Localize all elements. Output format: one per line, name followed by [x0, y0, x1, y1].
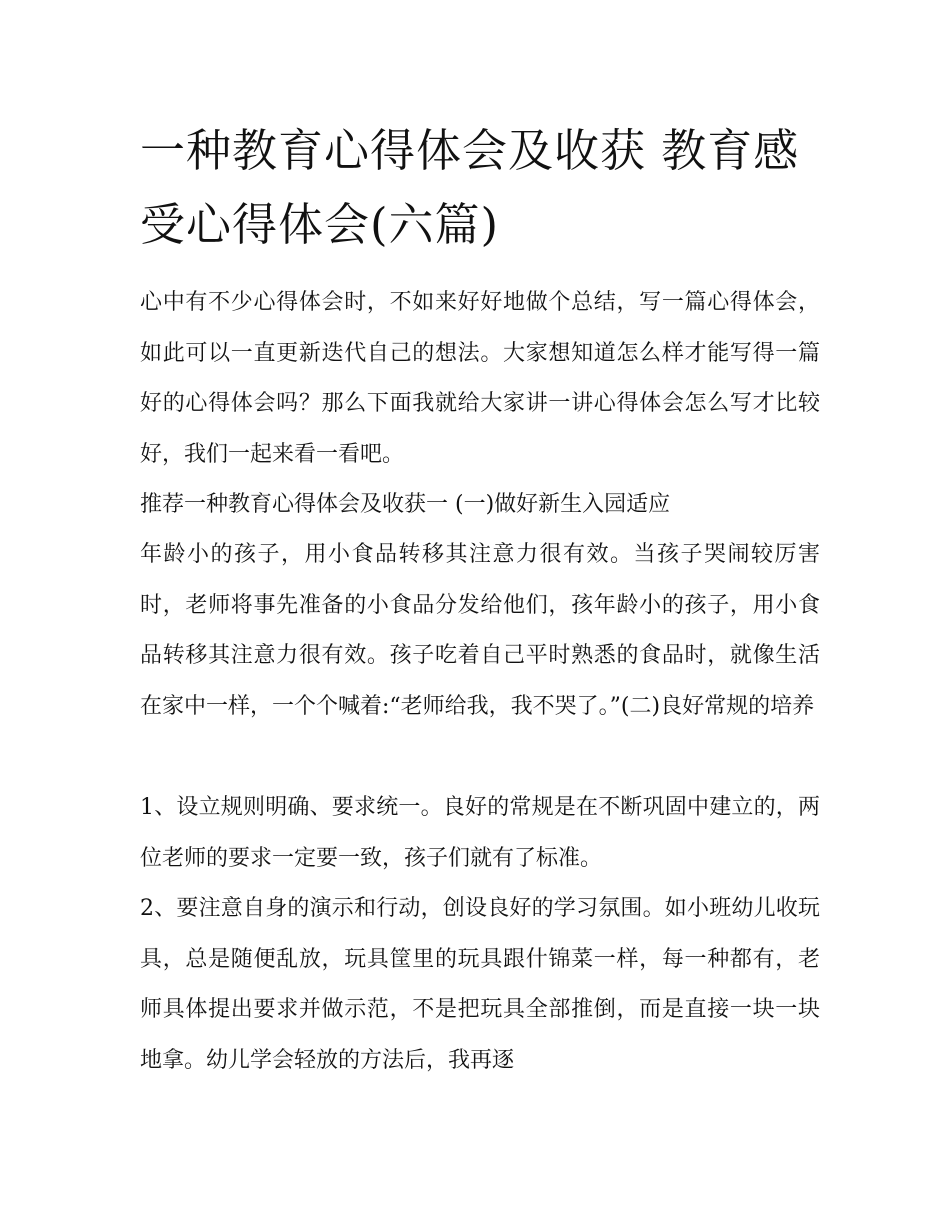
intro-paragraph: 心中有不少心得体会时，不如来好好地做个总结，写一篇心得体会，如此可以一直更新迭代自己的想法。大家想知道怎么样才能写得一篇好的心得体会吗？那么下面我就给大家讲一讲心得体会怎么写才比较好，我们一起来看一看吧。: [140, 290, 820, 467]
list-item-1: 1、设立规则明确、要求统一。良好的常规是在不断巩固中建立的，两位老师的要求一定要一致，孩子们就有了标准。: [140, 795, 820, 871]
section-heading: 推荐一种教育心得体会及收获一 (一)做好新生入园适应: [140, 492, 671, 517]
document-title: 一种教育心得体会及收获 教育感受心得体会(六篇): [140, 124, 800, 251]
list-item-2: 2、要注意自身的演示和行动，创设良好的学习氛围。如小班幼儿收玩具，总是随便乱放，玩具筐里的玩具跟什锦菜一样，每一种都有，老师具体提出要求并做示范，不是把玩具全部推倒，而是直接一块一块地拿。幼儿学会轻放的方法后，我再逐: [140, 896, 820, 1073]
section-paragraph: 年龄小的孩子，用小食品转移其注意力很有效。当孩子哭闹较厉害时，老师将事先准备的小食品分发给他们，孩年龄小的孩子，用小食品转移其注意力很有效。孩子吃着自己平时熟悉的食品时，就像生活在家中一样，一个个喊着:“老师给我，我不哭了。”(二)良好常规的培养: [140, 542, 820, 719]
